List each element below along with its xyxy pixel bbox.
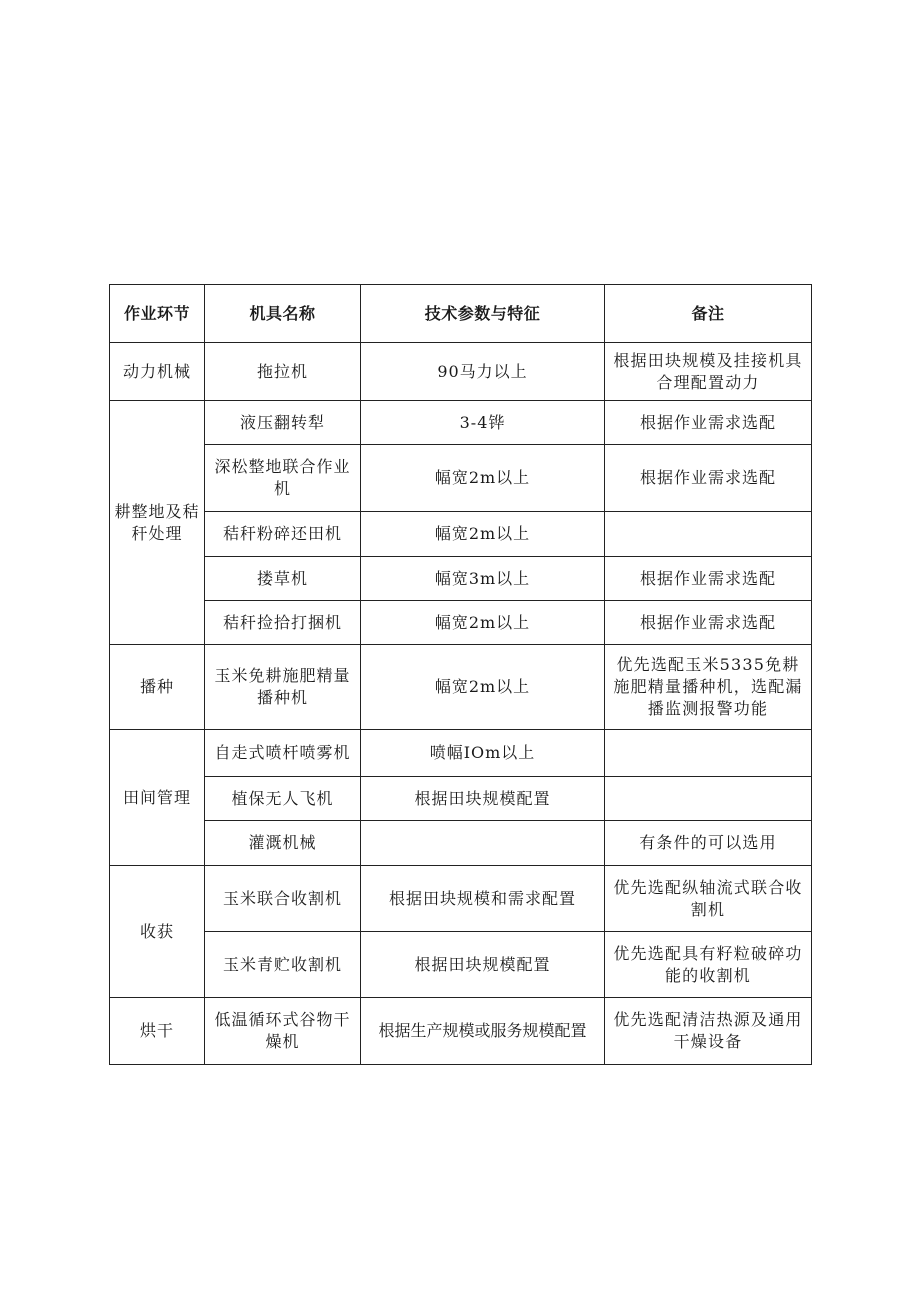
header-note: 备注 [605,285,812,343]
table-row [110,866,812,932]
spec-cell: 根据田块规模配置 [361,932,605,998]
header-machine: 机具名称 [205,285,361,343]
spec-cell: 90马力以上 [361,343,605,401]
table-header-row [110,285,812,343]
stage-cell: 烘干 [110,998,205,1065]
table-row [110,821,812,866]
spec-cell: 幅宽2m以上 [361,512,605,557]
table-row [110,512,812,557]
spec-cell: 幅宽3m以上 [361,557,605,601]
spec-cell: 根据田块规模配置 [361,777,605,821]
machine-cell: 拖拉机 [205,343,361,401]
spec-cell: 根据田块规模和需求配置 [361,866,605,932]
note-cell: 优先选配玉米5335免耕施肥精量播种机，选配漏播监测报警功能 [605,645,812,730]
machine-cell: 灌溉机械 [205,821,361,866]
machine-cell: 玉米青贮收割机 [205,932,361,998]
table-row [110,932,812,998]
machine-cell: 秸秆粉碎还田机 [205,512,361,557]
stage-cell: 耕整地及秸秆处理 [110,401,205,645]
machine-cell: 深松整地联合作业机 [205,445,361,512]
table-row [110,730,812,777]
note-cell: 根据作业需求选配 [605,445,812,512]
note-cell: 根据田块规模及挂接机具合理配置动力 [605,343,812,401]
note-cell [605,512,812,557]
header-spec: 技术参数与特征 [361,285,605,343]
machine-cell: 低温循环式谷物干燥机 [205,998,361,1065]
spec-cell [361,821,605,866]
machine-cell: 植保无人飞机 [205,777,361,821]
note-cell [605,777,812,821]
note-cell: 优先选配具有籽粒破碎功能的收割机 [605,932,812,998]
machinery-table [109,284,812,1065]
table-row [110,645,812,730]
note-cell: 根据作业需求选配 [605,601,812,645]
table-row [110,777,812,821]
machine-cell: 搂草机 [205,557,361,601]
spec-cell: 幅宽2m以上 [361,645,605,730]
machine-cell: 秸秆捡拾打捆机 [205,601,361,645]
machine-cell: 自走式喷杆喷雾机 [205,730,361,777]
note-cell: 优先选配清洁热源及通用干燥设备 [605,998,812,1065]
stage-cell: 收获 [110,866,205,998]
header-stage: 作业环节 [110,285,205,343]
note-cell: 根据作业需求选配 [605,557,812,601]
note-cell [605,730,812,777]
spec-cell: 喷幅IOm以上 [361,730,605,777]
spec-cell: 幅宽2m以上 [361,601,605,645]
note-cell: 有条件的可以选用 [605,821,812,866]
table-row [110,601,812,645]
machine-cell: 玉米免耕施肥精量播种机 [205,645,361,730]
table-row [110,343,812,401]
machine-cell: 玉米联合收割机 [205,866,361,932]
table-row [110,401,812,445]
table-row [110,445,812,512]
note-cell: 根据作业需求选配 [605,401,812,445]
stage-cell: 动力机械 [110,343,205,401]
table-row [110,998,812,1065]
spec-cell: 幅宽2m以上 [361,445,605,512]
note-cell: 优先选配纵轴流式联合收割机 [605,866,812,932]
stage-cell: 播种 [110,645,205,730]
spec-cell: 根据生产规模或服务规模配置 [361,998,605,1065]
spec-cell: 3-4铧 [361,401,605,445]
table-row [110,557,812,601]
stage-cell: 田间管理 [110,730,205,866]
machine-cell: 液压翻转犁 [205,401,361,445]
